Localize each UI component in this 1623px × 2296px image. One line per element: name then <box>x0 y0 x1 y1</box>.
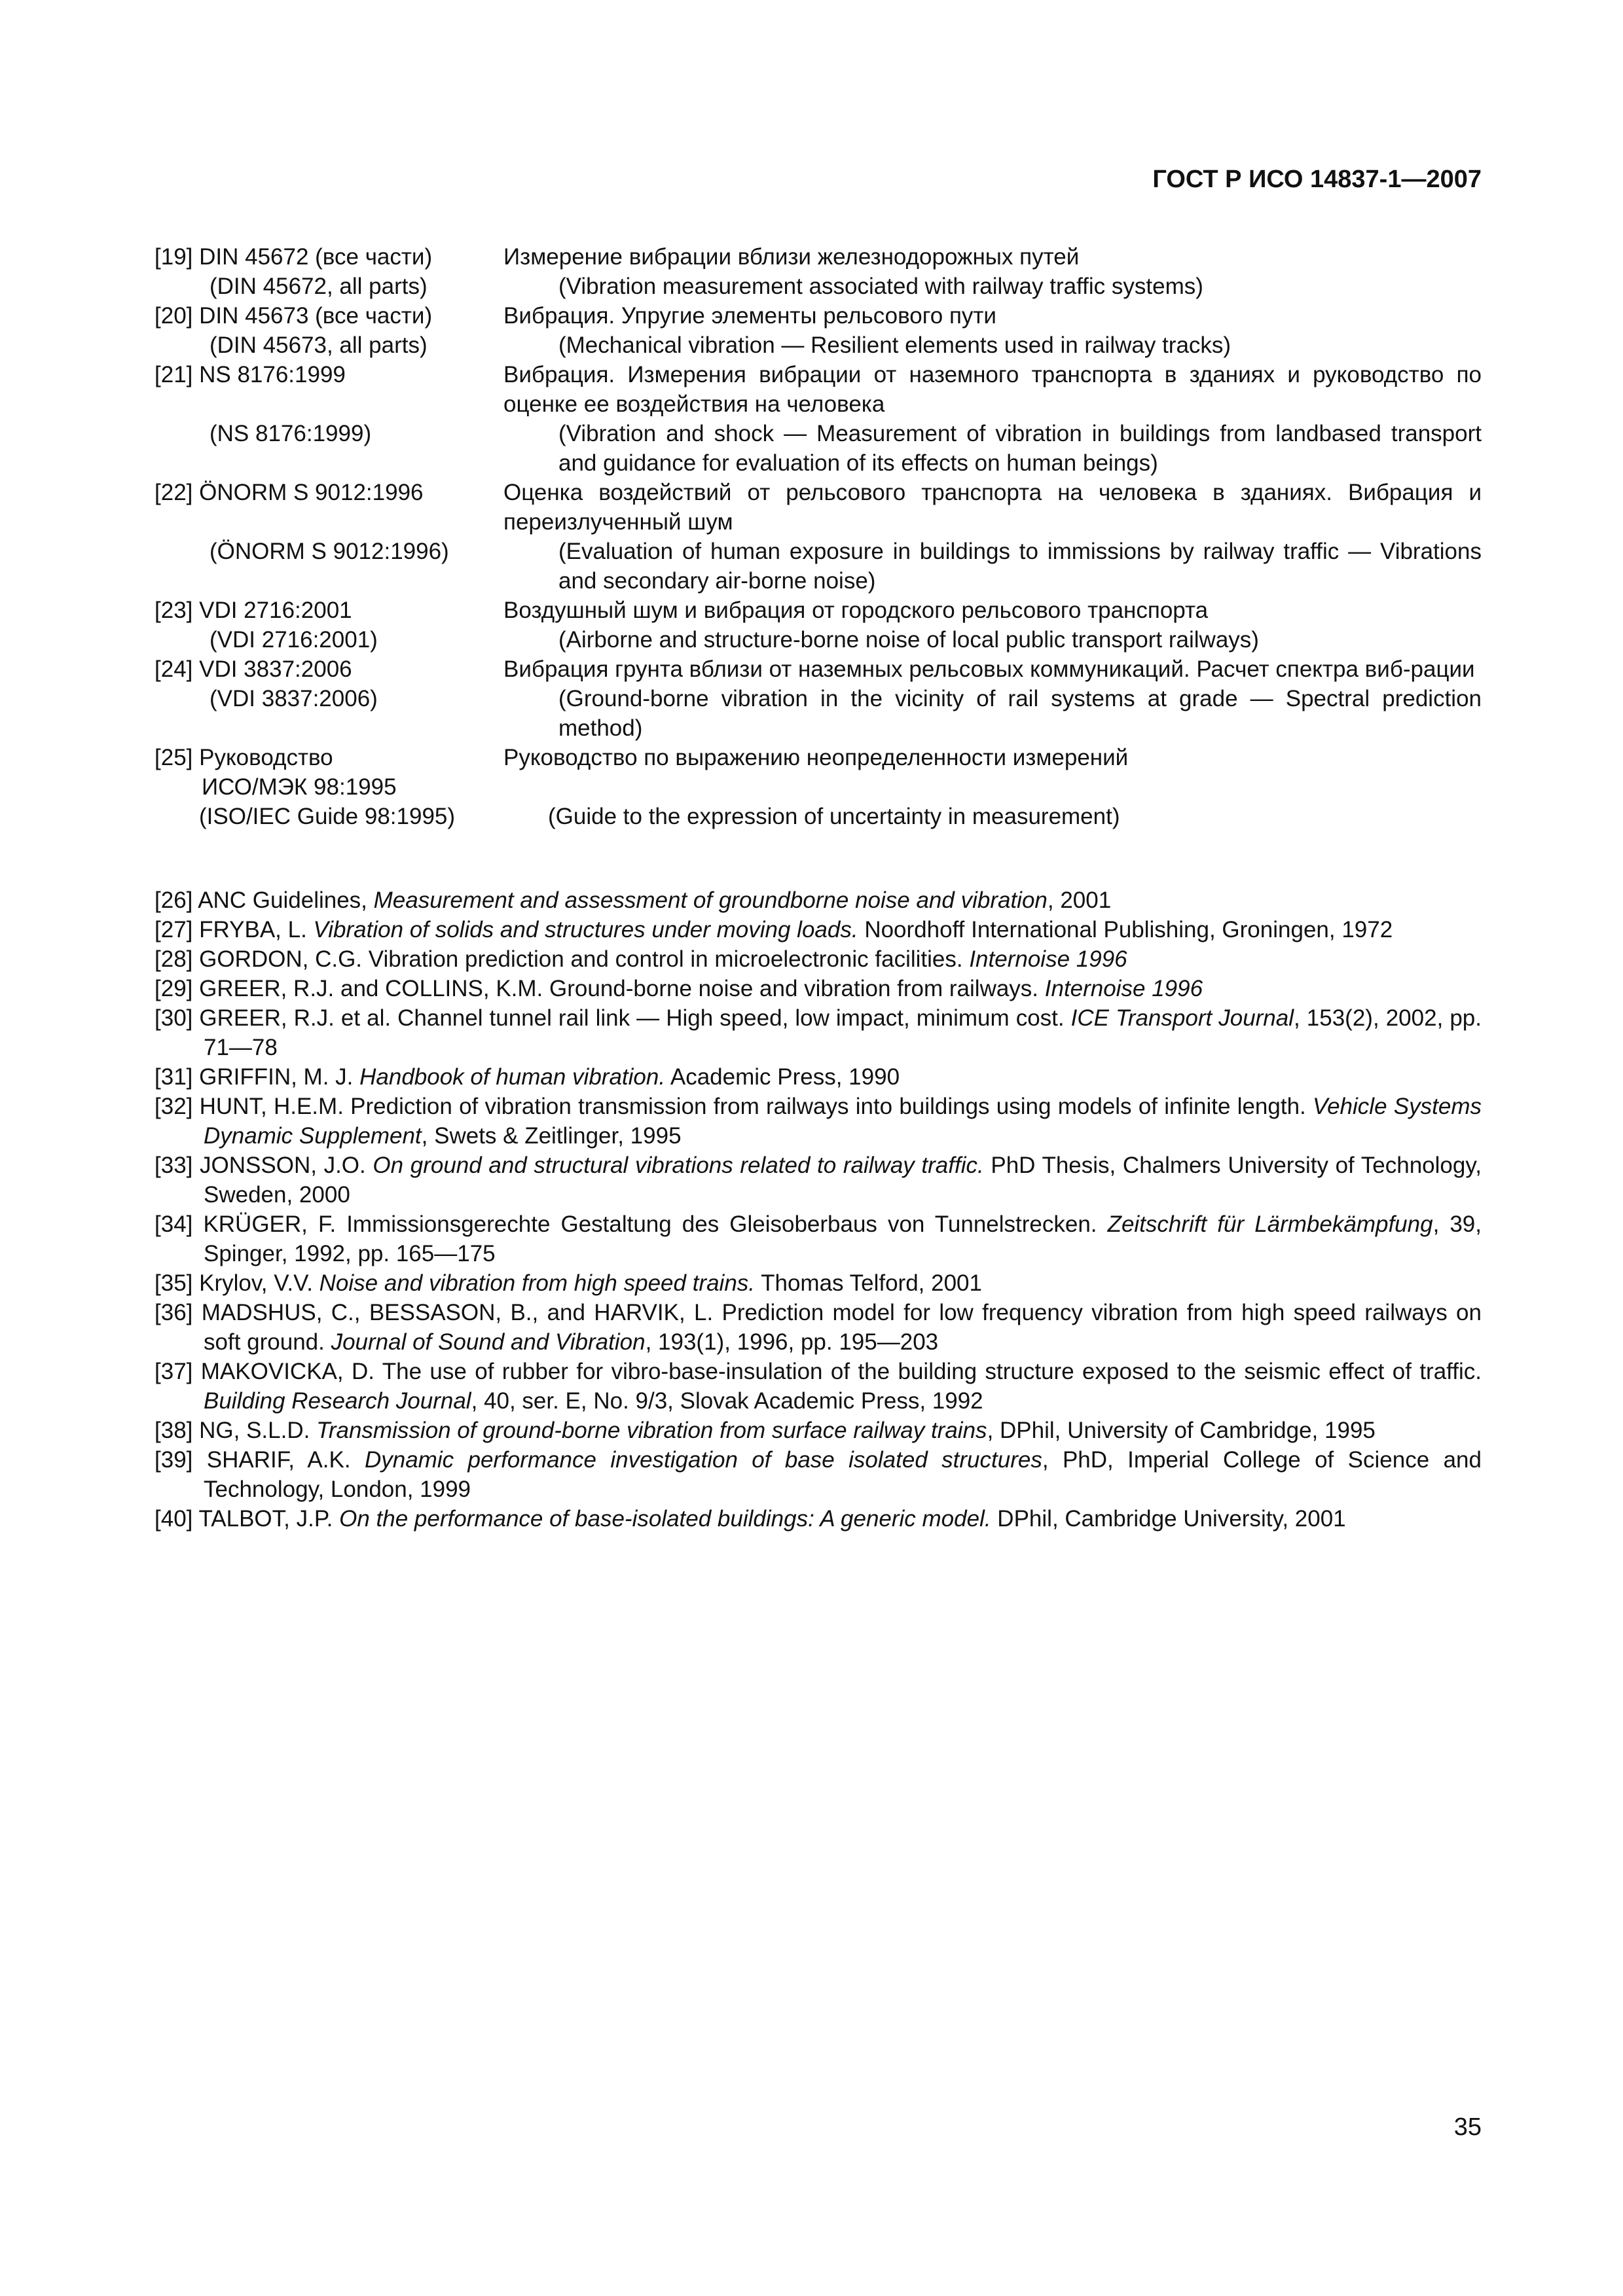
standard-label: [19] DIN 45672 (все части) <box>155 244 433 270</box>
standard-entry-21-en <box>155 419 1482 478</box>
standard-title-en: (Vibration and shock — Measurement of vibration in buildings from landbased transport and guidance for evaluation of its effects on human beings) <box>558 421 1482 476</box>
standard-title-en: (Vibration measurement associated with railway traffic systems) <box>558 274 1203 299</box>
standard-entry-24 <box>155 655 1482 684</box>
standard-entry-22 <box>155 478 1482 537</box>
standard-entry-19 <box>155 242 1482 272</box>
standard-entry-19-en <box>155 272 1482 301</box>
reference-number: [33] <box>155 1153 193 1178</box>
standard-label-en: (NS 8176:1999) <box>210 421 372 446</box>
standard-label: [24] VDI 3837:2006 <box>155 656 352 682</box>
standard-label-en: (VDI 3837:2006) <box>210 686 378 711</box>
guide-title-ru: Руководство по выражению неопределенности измерений <box>503 745 1129 770</box>
standard-title-ru: Воздушный шум и вибрация от городского рельсового транспорта <box>503 598 1209 623</box>
reference-number: [36] <box>155 1300 193 1325</box>
standard-entry-20-en <box>155 331 1482 360</box>
standard-entry-20 <box>155 301 1482 331</box>
standard-entry-23 <box>155 596 1482 625</box>
standard-title-ru: Измерение вибрации вблизи железнодорожных путей <box>503 244 1080 270</box>
reference-item-36: [36] MADSHUS, C., BESSASON, B., and HARVIK, L. Prediction model for low frequency vibration from high speed railways on soft ground. Journal of Sound and Vibration, 193(1), 1996, pp. 195—203 <box>155 1300 1482 1355</box>
guide-label-line2: ИСО/МЭК 98:1995 <box>202 774 397 800</box>
guide-label-en: (ISO/IEC Guide 98:1995) <box>199 804 456 829</box>
reference-number: [34] <box>155 1211 193 1237</box>
standard-entry-23-en <box>155 625 1482 655</box>
document-header-title: ГОСТ Р ИСО 14837-1—2007 <box>1152 166 1482 193</box>
reference-number: [38] <box>155 1418 193 1443</box>
guide-title-en: (Guide to the expression of uncertainty in measurement) <box>548 804 1120 829</box>
standard-label-en: (ÖNORM S 9012:1996) <box>210 539 449 564</box>
reference-item-33: [33] JONSSON, J.O. On ground and structural vibrations related to railway traffic. PhD Thesis, Chalmers University of Technology, Sweden, 2000 <box>155 1153 1482 1208</box>
standard-label-en: (DIN 45673, all parts) <box>210 332 428 358</box>
standard-title-en: (Mechanical vibration — Resilient elements used in railway tracks) <box>558 332 1231 358</box>
standard-title-ru: Вибрация. Упругие элементы рельсового пути <box>503 303 996 329</box>
reference-item-31: [31] GRIFFIN, M. J. Handbook of human vibration. Academic Press, 1990 <box>155 1064 900 1090</box>
standards-list <box>155 242 1482 831</box>
reference-item-29: [29] GREER, R.J. and COLLINS, K.M. Ground-borne noise and vibration from railways. Internoise 1996 <box>155 976 1203 1001</box>
reference-item-38: [38] NG, S.L.D. Transmission of ground-borne vibration from surface railway trains, DPhil, University of Cambridge, 1995 <box>155 1418 1376 1443</box>
reference-number: [30] <box>155 1005 193 1031</box>
reference-number: [40] <box>155 1506 193 1532</box>
reference-number: [37] <box>155 1359 193 1384</box>
standard-title-ru: Оценка воздействий от рельсового транспорта на человека в зданиях. Вибрация и переизлученный шум <box>503 480 1482 535</box>
reference-item-30: [30] GREER, R.J. et al. Channel tunnel rail link — High speed, low impact, minimum cost. ICE Transport Journal, 153(2), 2002, pp. 71—78 <box>155 1005 1482 1060</box>
reference-number: [29] <box>155 976 193 1001</box>
standard-label: [20] DIN 45673 (все части) <box>155 303 433 329</box>
reference-number: [35] <box>155 1270 193 1296</box>
reference-item-28: [28] GORDON, C.G. Vibration prediction and control in microelectronic facilities. Internoise 1996 <box>155 946 1127 972</box>
reference-item-37: [37] MAKOVICKA, D. The use of rubber for vibro-base-insulation of the building structure exposed to the seismic effect of traffic. Building Research Journal, 40, ser. E, No. 9/3, Slovak Academic Press, 1992 <box>155 1359 1482 1414</box>
reference-number: [26] <box>155 888 193 913</box>
standard-entry-22-en <box>155 537 1482 596</box>
guide-label <box>155 743 503 802</box>
reference-number: [28] <box>155 946 193 972</box>
standard-entry-25-en <box>155 802 1482 831</box>
standard-entry-25 <box>155 743 1482 802</box>
reference-item-27: [27] FRYBA, L. Vibration of solids and structures under moving loads. Noordhoff International Publishing, Groningen, 1972 <box>155 917 1393 942</box>
standard-label: [22] ÖNORM S 9012:1996 <box>155 480 424 505</box>
standard-entry-21 <box>155 360 1482 419</box>
guide-label-line1: [25] Руководство <box>155 745 333 770</box>
reference-item-35: [35] Krylov, V.V. Noise and vibration from high speed trains. Thomas Telford, 2001 <box>155 1270 982 1296</box>
reference-number: [39] <box>155 1447 193 1473</box>
standard-title-en: (Ground-borne vibration in the vicinity of rail systems at grade — Spectral prediction method) <box>558 686 1482 741</box>
reference-item-32: [32] HUNT, H.E.M. Prediction of vibration transmission from railways into buildings using models of infinite length. Vehicle Systems Dynamic Supplement, Swets & Zeitlinger, 1995 <box>155 1094 1482 1149</box>
standard-title-ru: Вибрация. Измерения вибрации от наземного транспорта в зданиях и руководство по оценке ее воздействия на человека <box>503 362 1482 417</box>
reference-item-34: [34] KRÜGER, F. Immissionsgerechte Gestaltung des Gleisoberbaus von Tunnelstrecken. Zeitschrift für Lärmbekämpfung, 39, Spinger, 1992, pp. 165—175 <box>155 1211 1482 1266</box>
reference-number: [32] <box>155 1094 193 1119</box>
standard-entry-24-en <box>155 684 1482 743</box>
reference-item-26: [26] ANC Guidelines, Measurement and assessment of groundborne noise and vibration, 2001 <box>155 888 1112 913</box>
reference-list <box>155 886 1482 1534</box>
page-number: 35 <box>1453 2113 1482 2141</box>
reference-item-40: [40] TALBOT, J.P. On the performance of base-isolated buildings: A generic model. DPhil, Cambridge University, 2001 <box>155 1506 1346 1532</box>
reference-number: [31] <box>155 1064 193 1090</box>
standard-label: [23] VDI 2716:2001 <box>155 598 352 623</box>
standard-label-en: (DIN 45672, all parts) <box>210 274 428 299</box>
standard-label: [21] NS 8176:1999 <box>155 362 346 387</box>
standard-title-en: (Evaluation of human exposure in buildings to immissions by railway traffic — Vibrations and secondary air-borne noise) <box>558 539 1482 594</box>
standard-title-ru: Вибрация грунта вблизи от наземных рельсовых коммуникаций. Расчет спектра виб-рации <box>503 656 1475 682</box>
standard-title-en: (Airborne and structure-borne noise of local public transport railways) <box>558 627 1259 653</box>
reference-number: [27] <box>155 917 193 942</box>
reference-item-39: [39] SHARIF, A.K. Dynamic performance investigation of base isolated structures, PhD, Imperial College of Science and Technology, London, 1999 <box>155 1447 1482 1502</box>
standard-label-en: (VDI 2716:2001) <box>210 627 378 653</box>
